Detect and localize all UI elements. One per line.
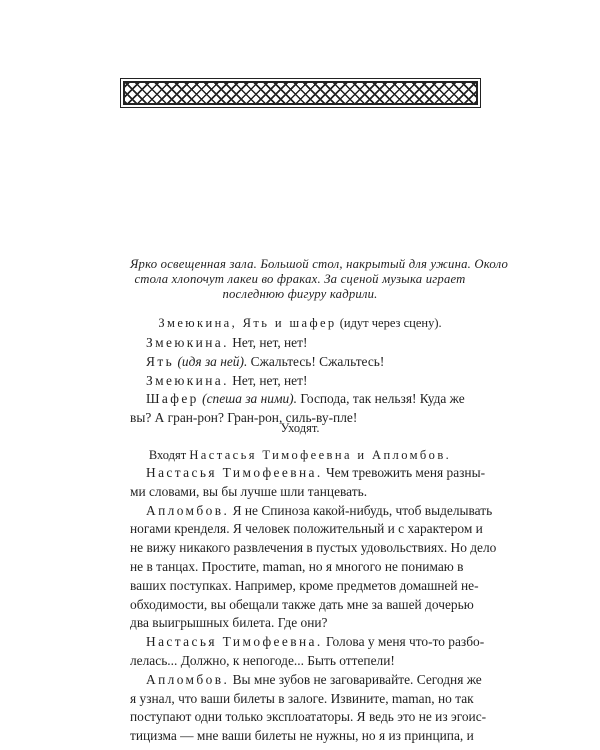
entrance-names: Змеюкина, Ять и шафер <box>158 316 337 330</box>
dialogue-block-2 <box>130 464 497 746</box>
dialogue-line: не вижу никакого развлечения в пустых удовольствиях. Но дело <box>130 540 497 556</box>
dialogue-line: обходимости, вы обещали также дать мне за вашей дочерью <box>130 596 474 612</box>
dialogue-line: вы? А гран-рон? Гран-рон, силь-ву-пле! <box>130 410 358 426</box>
speech: Господа, так нельзя! Куда же <box>300 391 465 407</box>
speech: Я не Спиноза какой-нибудь, чтоб выделывать <box>232 502 493 518</box>
stage-direction-line: стола хлопочут лакеи во фраках. За сценой музыка играет <box>134 272 466 287</box>
stage-note: (идя за ней). <box>177 353 248 369</box>
speaker-name: Настасья Тимофеевна. <box>146 465 323 480</box>
entrance-direction-1 <box>130 316 470 331</box>
speech: Вы мне зубов не заговаривайте. Сегодня же <box>232 671 482 687</box>
dialogue-line <box>130 633 485 652</box>
dialogue-line <box>130 334 470 353</box>
stage-direction <box>130 257 509 303</box>
dialogue-line <box>130 353 470 372</box>
speech: Нет, нет, нет! <box>232 335 308 350</box>
speech: Нет, нет, нет! <box>232 372 308 388</box>
decorative-ornament-band <box>123 81 478 105</box>
exit-direction <box>130 421 470 436</box>
exit-text: Уходят. <box>280 421 320 435</box>
dialogue-line: поступают одни только эксплоататоры. Я ведь это не из эгоис- <box>130 709 487 725</box>
dialogue-line: ногами кренделя. Я человек положительный и с характером и <box>130 521 483 537</box>
stage-direction-line: последнюю фигуру кадрили. <box>222 287 378 302</box>
dialogue-line <box>130 671 482 690</box>
dialogue-line: тицизма — мне ваши билеты не нужны, но я из принципа, и <box>130 728 474 744</box>
entrance-names: Настасья Тимофеевна и Апломбов. <box>189 448 452 462</box>
dialogue-line: не в танцах. Простите, maman, но я многого не понимаю в <box>130 558 464 574</box>
stage-note: (спеша за ними). <box>202 391 297 407</box>
speaker-name: Змеюкина. <box>146 335 229 350</box>
dialogue-line: ми словами, вы бы лучше шли танцевать. <box>130 483 368 499</box>
speech: Сжальтесь! Сжальтесь! <box>250 353 385 369</box>
dialogue-line: лелась... Должно, к непогоде... Быть оттепели! <box>130 652 395 668</box>
speaker-name: Апломбов. <box>146 502 230 518</box>
dialogue-line <box>130 372 470 391</box>
speaker-name: Змеюкина. <box>146 372 229 388</box>
speaker-name: Настасья Тимофеевна. <box>146 634 323 650</box>
stage-direction-line: Ярко освещенная зала. Большой стол, накрытый для ужина. Около <box>130 257 509 271</box>
entrance-prefix: Входят <box>148 448 187 462</box>
speech: Чем тревожить меня разны- <box>325 465 486 480</box>
speaker-name: Апломбов. <box>146 671 230 687</box>
dialogue-line: ваших поступках. Например, кроме предметов домашней не- <box>130 577 479 593</box>
dialogue-line <box>130 390 470 409</box>
entrance-direction-2 <box>130 448 470 463</box>
speaker-name: Шафер <box>146 391 199 407</box>
entrance-note: (идут через сцену). <box>339 316 442 330</box>
dialogue-line: два выигрышных билета. Где они? <box>130 615 328 631</box>
dialogue-block-1 <box>130 334 470 428</box>
dialogue-line <box>130 502 493 521</box>
dialogue-line <box>130 464 486 483</box>
speech: Голова у меня что-то разбо- <box>325 634 485 650</box>
dialogue-line: я узнал, что ваши билеты в залоге. Извините, maman, но так <box>130 690 474 706</box>
speaker-name: Ять <box>146 353 175 369</box>
